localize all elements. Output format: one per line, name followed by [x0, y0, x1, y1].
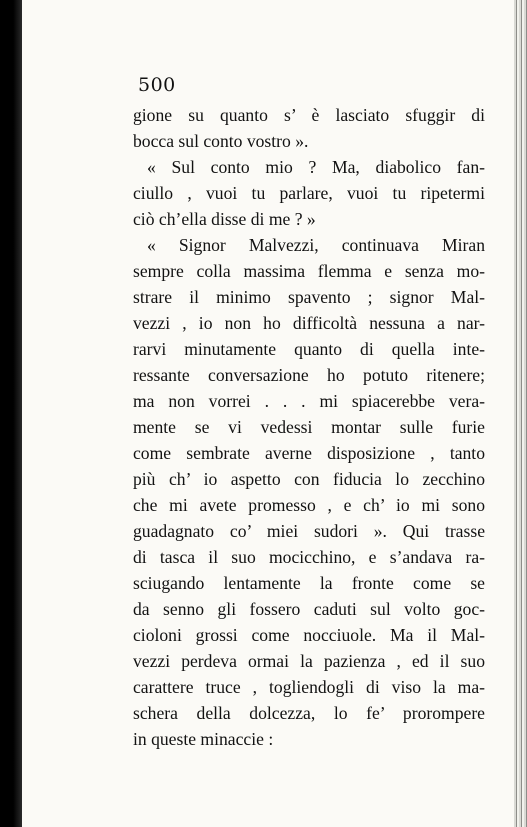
text-line: gione su quanto s’ è lasciato sfuggir di — [133, 105, 485, 125]
text-line: ciullo , vuoi tu parlare, vuoi tu ripetermi — [133, 183, 485, 203]
text-line: cioloni grossi come nocciuole. Ma il Mal- — [133, 625, 485, 645]
page-stack-edge — [514, 0, 527, 827]
scan-left-margin — [0, 0, 22, 827]
text-line: schera della dolcezza, lo fe’ prorompere — [133, 703, 485, 723]
text-line: ciò ch’ella disse di me ? » — [133, 209, 316, 229]
text-line: vezzi perdeva ormai la pazienza , ed il suo — [133, 651, 485, 671]
text-line: più ch’ io aspetto con fiducia lo zecchino — [133, 469, 485, 489]
text-line: carattere truce , togliendogli di viso la ma- — [133, 677, 485, 697]
text-line: rarvi minutamente quanto di quella inte- — [133, 339, 485, 359]
text-line: vezzi , io non ho difficoltà nessuna a nar- — [133, 313, 485, 333]
text-line: « Sul conto mio ? Ma, diabolico fan- — [147, 157, 485, 177]
text-line: come sembrate averne disposizione , tanto — [133, 443, 485, 463]
page-number: 500 — [138, 74, 176, 96]
text-line: guadagnato co’ miei sudori ». Qui trasse — [133, 521, 485, 541]
text-line: sempre colla massima flemma e senza mo- — [133, 261, 485, 281]
text-line: ma non vorrei . . . mi spiacerebbe vera- — [133, 391, 485, 411]
text-line: bocca sul conto vostro ». — [133, 131, 309, 151]
text-line: mente se vi vedessi montar sulle furie — [133, 417, 485, 437]
text-line: di tasca il suo mocicchino, e s’andava ra- — [133, 547, 485, 567]
text-line: « Signor Malvezzi, continuava Miran — [147, 235, 485, 255]
text-line: sciugando lentamente la fronte come se — [133, 573, 485, 593]
text-line: strare il minimo spavento ; signor Mal- — [133, 287, 485, 307]
text-line: ressante conversazione ho potuto ritenere; — [133, 365, 485, 385]
text-line: che mi avete promesso , e ch’ io mi sono — [133, 495, 485, 515]
text-line: da senno gli fossero caduti sul volto goc- — [133, 599, 485, 619]
text-line: in queste minaccie : — [133, 729, 274, 749]
